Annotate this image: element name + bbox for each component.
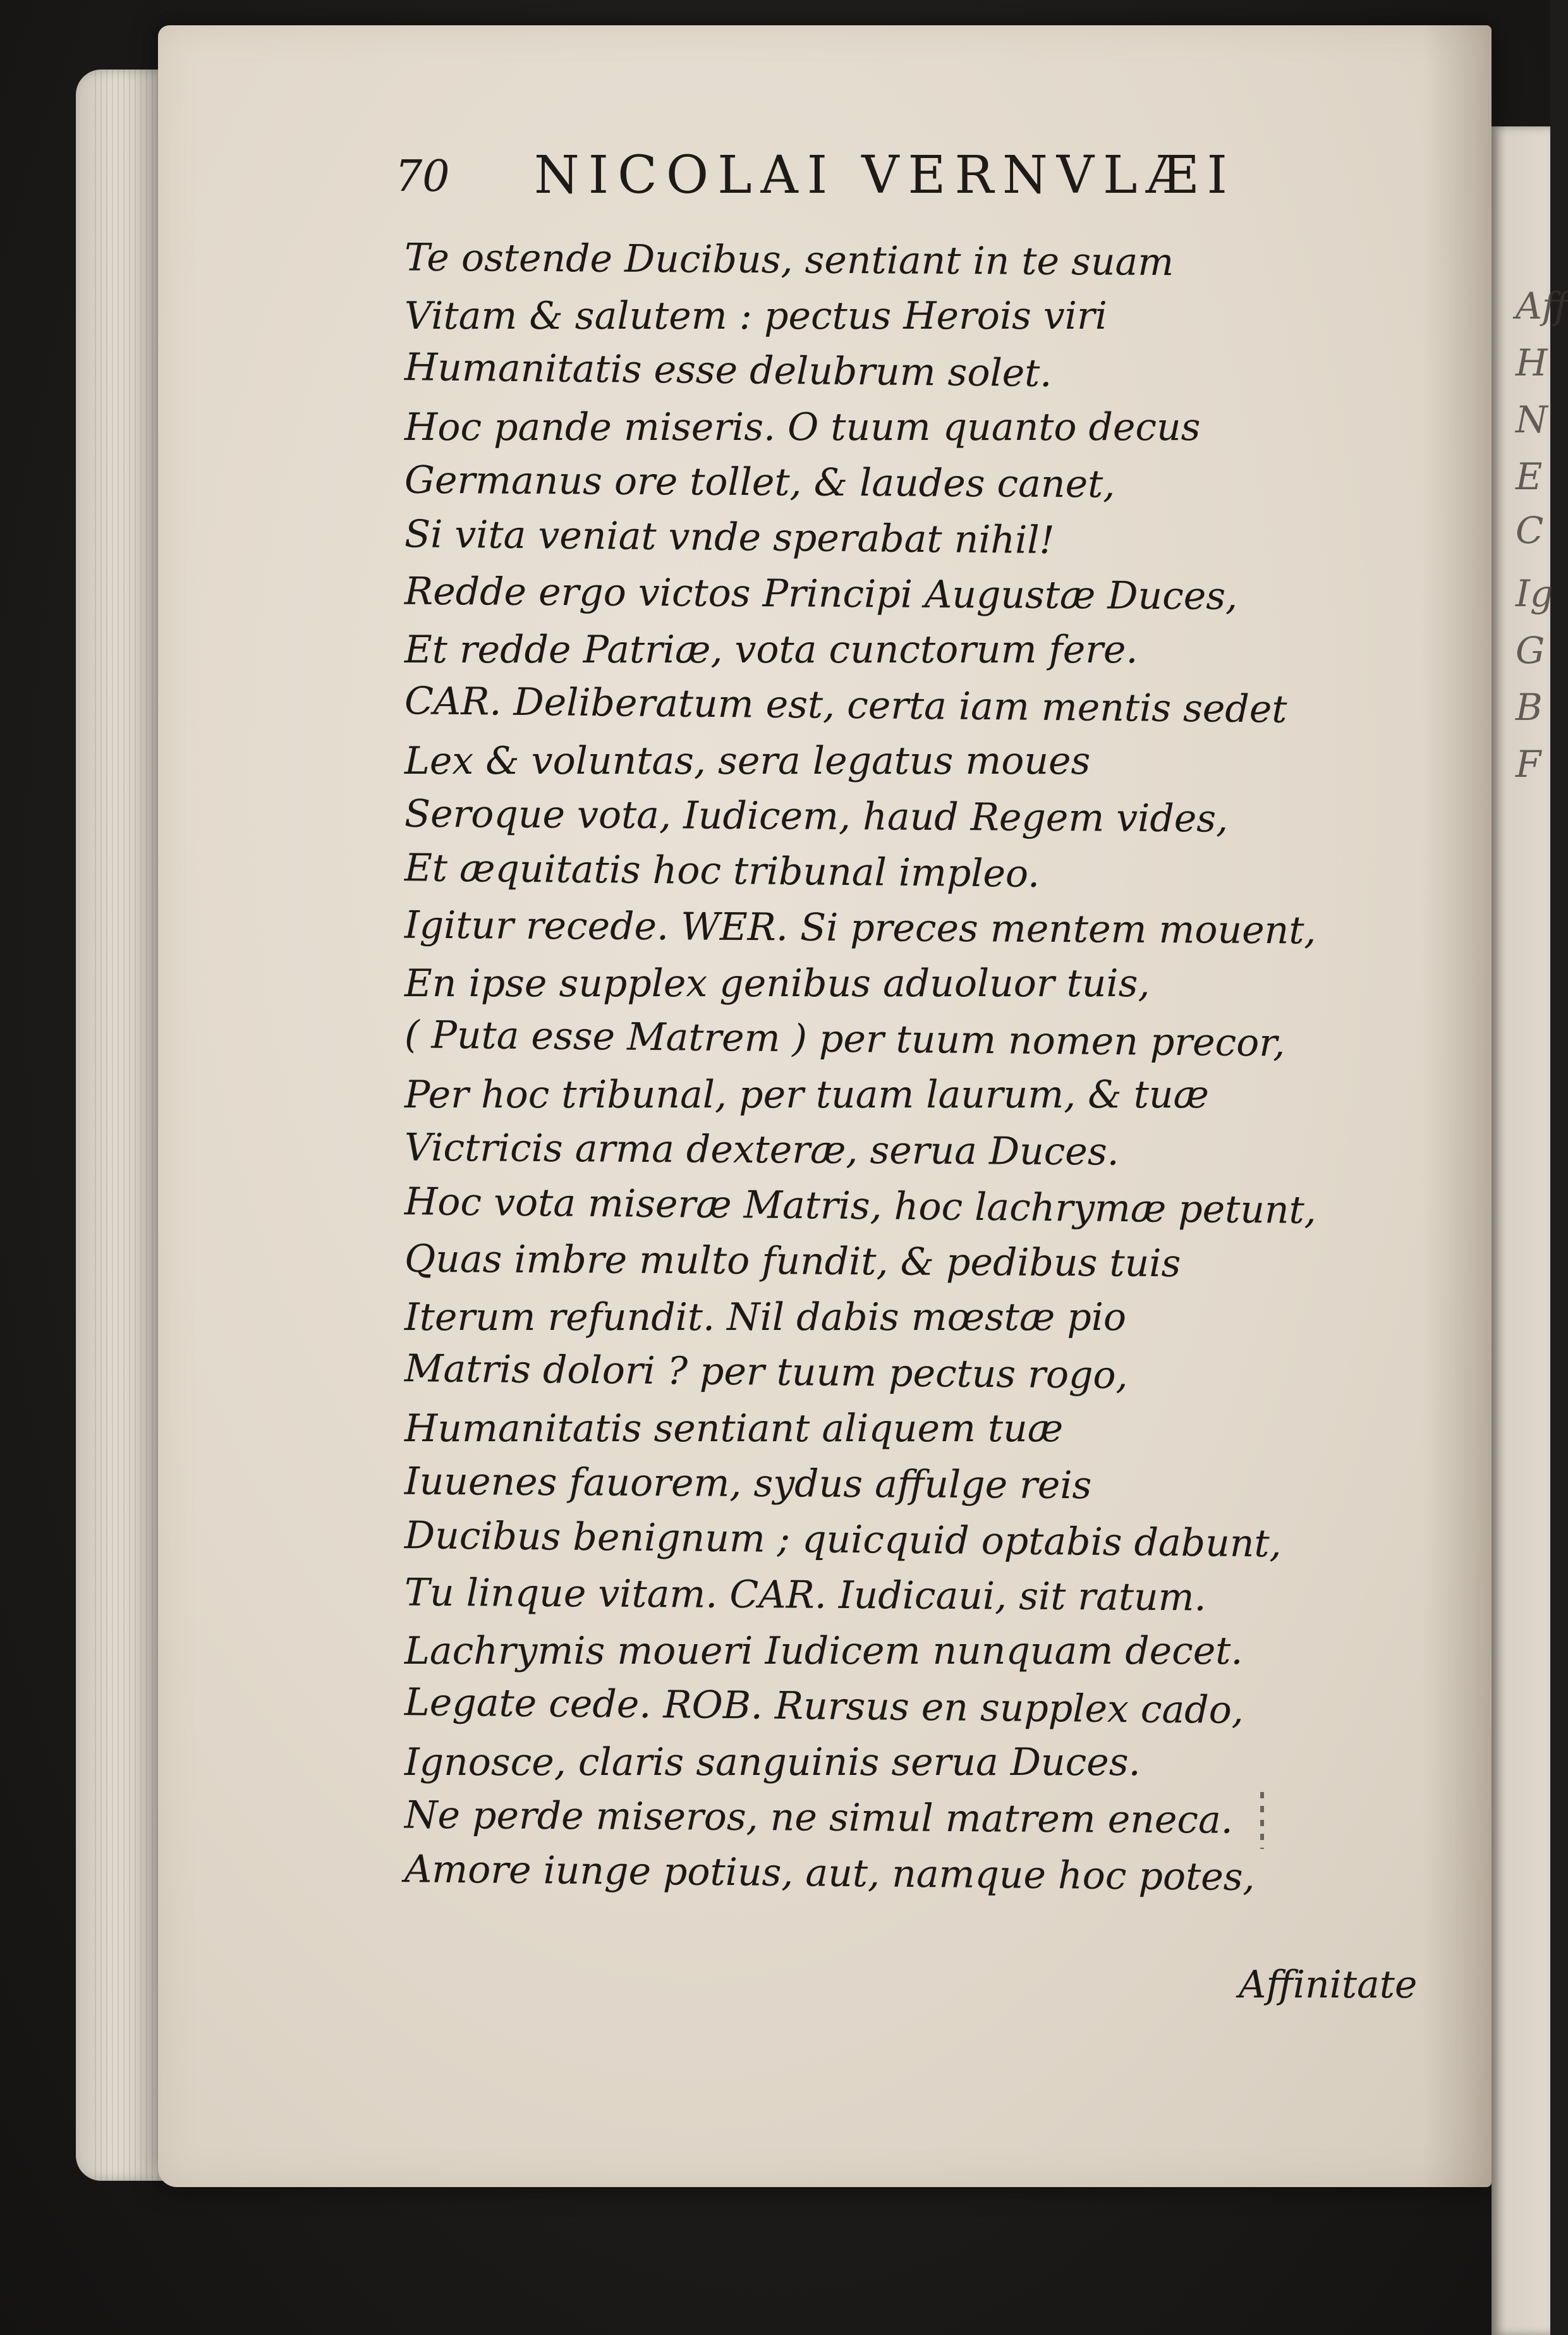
verse-line: Germanus ore tollet, & laudes canet,: [404, 458, 1115, 507]
facing-page-fragment: F: [1516, 743, 1541, 786]
verse-line: Per hoc tribunal, per tuam laurum, & tuæ: [404, 1073, 1209, 1117]
running-head: NICOLAI VERNVLÆI: [534, 145, 1236, 205]
facing-page-fragment: E: [1516, 455, 1543, 498]
verse-line: Humanitatis sentiant aliquem tuæ: [404, 1406, 1064, 1451]
catchword: Affinitate: [1239, 1963, 1418, 2007]
facing-page-fragment: Ig: [1516, 572, 1554, 615]
verse-line: Et æquitatis hoc tribunal impleo.: [404, 846, 1040, 896]
gutter-shadow: [1422, 25, 1492, 2187]
verse-line: Lex & voluntas, sera legatus moues: [404, 739, 1091, 783]
verse-line: Humanitatis esse delubrum solet.: [404, 345, 1052, 396]
verse-line: Matris dolori ? per tuum pectus rogo,: [404, 1346, 1128, 1398]
margin-mark: [1260, 1792, 1264, 1849]
verse-line: Seroque vota, Iudicem, haud Regem vides,: [404, 791, 1229, 841]
page-number: 70: [395, 152, 450, 202]
verse-line: Ne perde miseros, ne simul matrem eneca.: [404, 1793, 1234, 1843]
verse-line: Ducibus benignum ; quicquid optabis dabunt,: [404, 1513, 1282, 1566]
verse-line: Et redde Patriæ, vota cunctorum fere.: [404, 628, 1138, 672]
verse-line: CAR. Deliberatum est, certa iam mentis sedet: [404, 679, 1287, 732]
verse-line: Iuuenes fauorem, sydus affulge reis: [404, 1459, 1092, 1508]
verse-line: En ipse supplex genibus aduoluor tuis,: [404, 961, 1150, 1006]
verse-line: Lachrymis moueri Iudicem nunquam decet.: [404, 1629, 1243, 1673]
page-header: [395, 139, 1330, 209]
verse-text: [404, 233, 1317, 1901]
facing-page-fragment: N: [1516, 398, 1548, 441]
verse-line: ( Puta esse Matrem ) per tuum nomen precor,: [404, 1013, 1285, 1066]
verse-line: Vitam & salutem : pectus Herois viri: [404, 294, 1107, 338]
verse-line: Iterum refundit. Nil dabis mœstæ pio: [404, 1295, 1127, 1339]
verse-line: Igitur recede. WER. Si preces mentem mouent,: [404, 903, 1316, 953]
verse-line: Amore iunge potius, aut, namque hoc potes,: [404, 1847, 1255, 1900]
facing-page-fragment: H: [1516, 341, 1548, 384]
verse-line: Legate cede. ROB. Rursus en supplex cado,: [404, 1680, 1244, 1733]
facing-page-fragment: B: [1516, 686, 1543, 729]
facing-page-fragment: G: [1516, 629, 1545, 672]
verse-line: Si vita veniat vnde sperabat nihil!: [404, 512, 1055, 563]
verse-line: Victricis arma dexteræ, serua Duces.: [404, 1125, 1119, 1174]
verse-line: Tu linque vitam. CAR. Iudicaui, sit ratum.: [404, 1570, 1206, 1620]
facing-page-fragment: C: [1516, 509, 1544, 552]
verse-line: Redde ergo victos Principi Augustæ Duces,: [404, 569, 1238, 619]
facing-page-fragment: Aff: [1516, 284, 1568, 327]
verse-line: Quas imbre multo fundit, & pedibus tuis: [404, 1236, 1181, 1286]
verse-line: Ignosce, claris sanguinis serua Duces.: [404, 1740, 1141, 1784]
verse-line: Te ostende Ducibus, sentiant in te suam: [404, 235, 1174, 285]
verse-line: Hoc pande miseris. O tuum quanto decus: [404, 405, 1201, 449]
verse-line: Hoc vota miseræ Matris, hoc lachrymæ petunt,: [404, 1180, 1317, 1233]
